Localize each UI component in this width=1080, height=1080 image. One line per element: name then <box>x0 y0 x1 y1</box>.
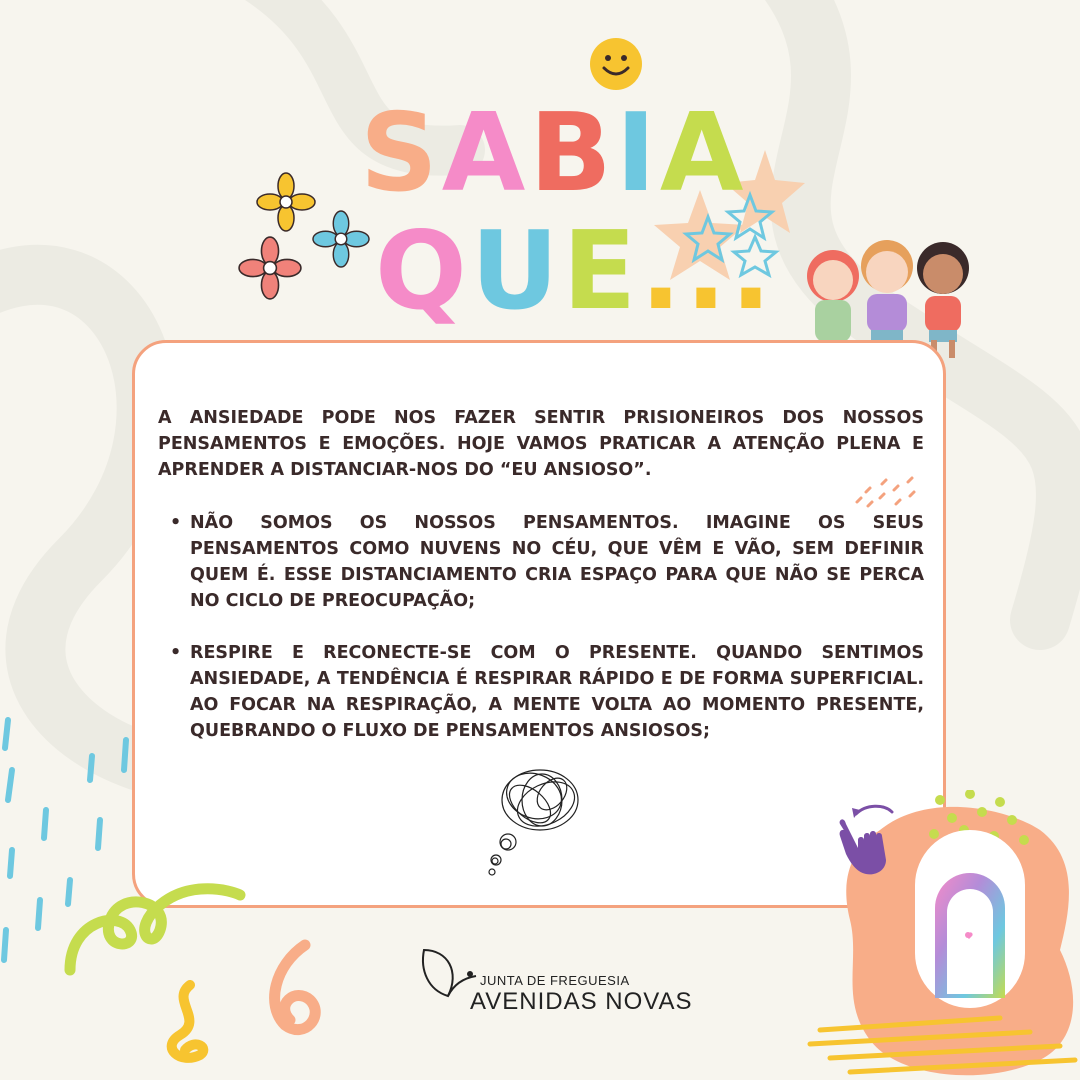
bullet-text: NÃO SOMOS OS NOSSOS PENSAMENTOS. IMAGINE OS SEUS PENSAMENTOS COMO NUVENS NO CÉU, QUE VÊM E VÃO, SEM DEFINIR QUEM É. ESSE DISTANCIAMENTO CRIA ESPAÇO PARA QUE NÃO SE PERCA NO CICLO DE PREOCUPAÇÃO; <box>190 513 924 611</box>
squiggle-decoration <box>255 935 335 1045</box>
title-line-2 <box>375 209 776 334</box>
smiley-icon <box>588 36 644 92</box>
flower-icon <box>312 210 370 268</box>
title-line-1 <box>360 91 748 216</box>
title-letter: E <box>562 209 641 334</box>
title-letter: Q <box>375 209 471 334</box>
tangled-thought-icon <box>482 760 602 880</box>
bullet-dot: • <box>170 513 182 533</box>
smiley-face <box>590 38 642 90</box>
door-badge-icon <box>913 828 1027 1010</box>
flower-icon <box>238 236 302 300</box>
flower-icon <box>256 172 316 232</box>
list-item <box>170 640 924 744</box>
title-letter: U <box>470 209 563 334</box>
title-letter: B <box>529 91 616 216</box>
logo-subtitle: JUNTA DE FREGUESIA <box>480 973 630 988</box>
intro-paragraph: A ANSIEDADE PODE NOS FAZER SENTIR PRISIONEIROS DOS NOSSOS PENSAMENTOS E EMOÇÕES. HOJE VAMOS PRATICAR A ATENÇÃO PLENA E APRENDER A DISTANCIAR-NOS DO “EU ANSIOSO”. <box>158 408 924 480</box>
squiggle-decoration <box>150 980 220 1070</box>
title-letter: I <box>615 91 660 216</box>
title-letter: A <box>659 91 748 216</box>
curl-decoration <box>60 860 250 980</box>
bullet-text: RESPIRE E RECONECTE-SE COM O PRESENTE. QUANDO SENTIMOS ANSIEDADE, A TENDÊNCIA É RESPIRAR RÁPIDO E DE FORMA SUPERFICIAL. AO FOCAR NA RESPIRAÇÃO, A MENTE VOLTA AO MOMENTO PRESENTE, QUEBRANDO O FLUXO DE PENSAMENTOS ANSIOSOS; <box>190 643 924 741</box>
bullet-dot: • <box>170 643 182 663</box>
list-item <box>170 510 924 614</box>
title-letter: S <box>360 91 442 216</box>
swipe-hand-icon <box>836 800 906 880</box>
title-letter: ... <box>640 209 776 334</box>
leaf-logo-icon <box>418 944 478 1008</box>
title-letter: A <box>441 91 530 216</box>
logo-title: AVENIDAS NOVAS <box>470 988 693 1015</box>
